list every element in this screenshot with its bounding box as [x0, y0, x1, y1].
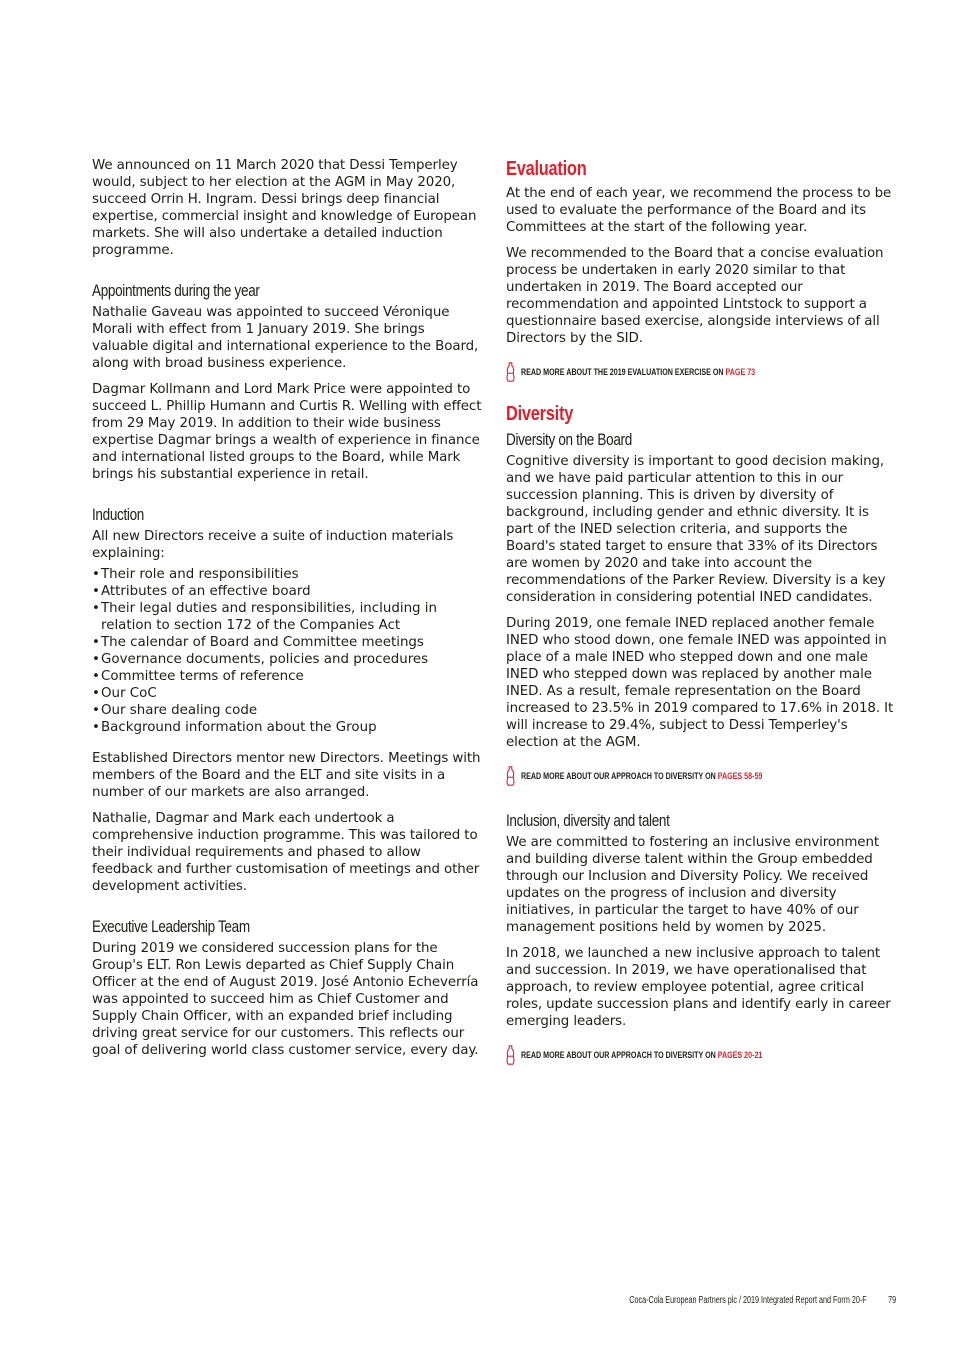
- evaluation-heading: Evaluation: [506, 158, 587, 180]
- readmore-text: READ MORE ABOUT OUR APPROACH TO DIVERSITY ON: [521, 1049, 718, 1061]
- diversity-heading: Diversity: [506, 403, 574, 425]
- readmore-page: PAGES 20-21: [717, 1049, 763, 1061]
- readmore-text: READ MORE ABOUT OUR APPROACH TO DIVERSITY ON: [521, 770, 718, 782]
- list-item: • Their legal duties and responsibilities, including in relation to section 172 of the Companies Act: [92, 601, 438, 633]
- appointments-heading: Appointments during the year: [92, 282, 260, 300]
- diversity-board-heading: Diversity on the Board: [506, 431, 632, 449]
- inclusion-paragraph-1: We are committed to fostering an inclusive environment and building diverse talent within the Group embedded through our Inclusion and Diversity Policy. We received updates on the progress of inclusion and diversity initiatives, in particular the target to have 40% of our management positions held by women by 2025.: [506, 835, 879, 935]
- list-item: • Our CoC: [92, 686, 157, 701]
- evaluation-readmore-link[interactable]: [506, 361, 898, 383]
- evaluation-paragraph-2: We recommended to the Board that a concise evaluation process be undertaken in early 2020 similar to that undertaken in 2019. The Board accepted our recommendation and appointed Lintstock to support a questionnaire based exercise, alongside interviews of all Directors by the SID.: [506, 246, 884, 346]
- list-item: • Their role and responsibilities: [92, 567, 299, 582]
- induction-paragraph-1: All new Directors receive a suite of induction materials explaining:: [92, 529, 454, 561]
- inclusion-paragraph-2: In 2018, we launched a new inclusive approach to talent and succession. In 2019, we have operationalised that approach, to review employee potential, agree critical roles, update succession plans and identify early in career emerging leaders.: [506, 946, 891, 1029]
- appointments-paragraph-1: Nathalie Gaveau was appointed to succeed Véronique Morali with effect from 1 January 2019. She brings valuable digital and international experience to the Board, along with broad business experience.: [92, 305, 479, 371]
- readmore-page: PAGES 58-59: [717, 770, 763, 782]
- list-item: • Our share dealing code: [92, 703, 258, 718]
- diversity-board-paragraph-1: Cognitive diversity is important to good decision making, and we have paid particular attention to this in our succession planning. This is driven by diversity of background, including gender and ethnic diversity. It is part of the INED selection criteria, and supports the Board's stated target to ensure that 33% of its Directors are women by 2020 and take into account the recommendations of the Parker Review. Diversity is a key consideration in considering potential INED candidates.: [506, 454, 886, 605]
- evaluation-paragraph-1: At the end of each year, we recommend the process to be used to evaluate the performance of the Board and its Committees at the start of the following year.: [506, 186, 892, 235]
- induction-list: [92, 566, 484, 736]
- page-number: 79: [887, 1295, 896, 1306]
- right-column: [506, 157, 898, 1066]
- list-item: • Background information about the Group: [92, 720, 377, 735]
- appointments-paragraph-2: Dagmar Kollmann and Lord Mark Price were appointed to succeed L. Phillip Humann and Curtis R. Welling with effect from 29 May 2019. In addition to their wide business expertise Dagmar brings a wealth of experience in finance and international listed groups to the Board, while Mark brings his substantial experience in retail.: [92, 382, 482, 482]
- bottle-icon: [506, 766, 515, 786]
- intro-paragraph: We announced on 11 March 2020 that Dessi Temperley would, subject to her election at the AGM in May 2020, succeed Orrin H. Ingram. Dessi brings deep financial expertise, commercial insight and knowledge of European markets. She will also undertake a detailed induction programme.: [92, 158, 477, 258]
- list-item: • Attributes of an effective board: [92, 584, 311, 599]
- bottle-icon: [506, 362, 515, 382]
- induction-paragraph-3: Nathalie, Dagmar and Mark each undertook a comprehensive induction programme. This was tailored to their individual requirements and phased to allow feedback and further customisation of meetings and other development activities.: [92, 811, 480, 894]
- readmore-text: READ MORE ABOUT THE 2019 EVALUATION EXERCISE ON: [521, 366, 726, 378]
- inclusion-heading: Inclusion, diversity and talent: [506, 812, 670, 830]
- induction-heading: Induction: [92, 506, 144, 524]
- diversity-readmore-link[interactable]: [506, 765, 898, 787]
- list-item: • The calendar of Board and Committee meetings: [92, 635, 424, 650]
- page-footer: [560, 1295, 896, 1306]
- elt-paragraph: During 2019 we considered succession plans for the Group's ELT. Ron Lewis departed as Chief Supply Chain Officer at the end of August 2019. José Antonio Echeverría was appointed to succeed him as Chief Customer and Supply Chain Officer, with an expanded brief including driving great service for our customers. This reflects our goal of delivering world class customer service, every day.: [92, 941, 479, 1058]
- footer-text: Coca-Cola European Partners plc / 2019 Integrated Report and Form 20-F: [629, 1295, 867, 1306]
- elt-heading: Executive Leadership Team: [92, 918, 250, 936]
- diversity-board-paragraph-2: During 2019, one female INED replaced another female INED who stood down, one female INED was appointed in place of a male INED who stepped down and one male INED who stepped down was replaced by another male INED. As a result, female representation on the Board increased to 23.5% in 2019 compared to 17.6% in 2018. It will increase to 29.4%, subject to Dessi Temperley's election at the AGM.: [506, 616, 894, 750]
- inclusion-readmore-link[interactable]: [506, 1044, 898, 1066]
- induction-paragraph-2: Established Directors mentor new Directors. Meetings with members of the Board and the ELT and site visits in a number of our markets are also arranged.: [92, 751, 481, 800]
- left-column: [92, 157, 484, 1068]
- list-item: • Committee terms of reference: [92, 669, 304, 684]
- bottle-icon: [506, 1045, 515, 1065]
- list-item: • Governance documents, policies and procedures: [92, 652, 429, 667]
- readmore-page: PAGE 73: [725, 366, 756, 378]
